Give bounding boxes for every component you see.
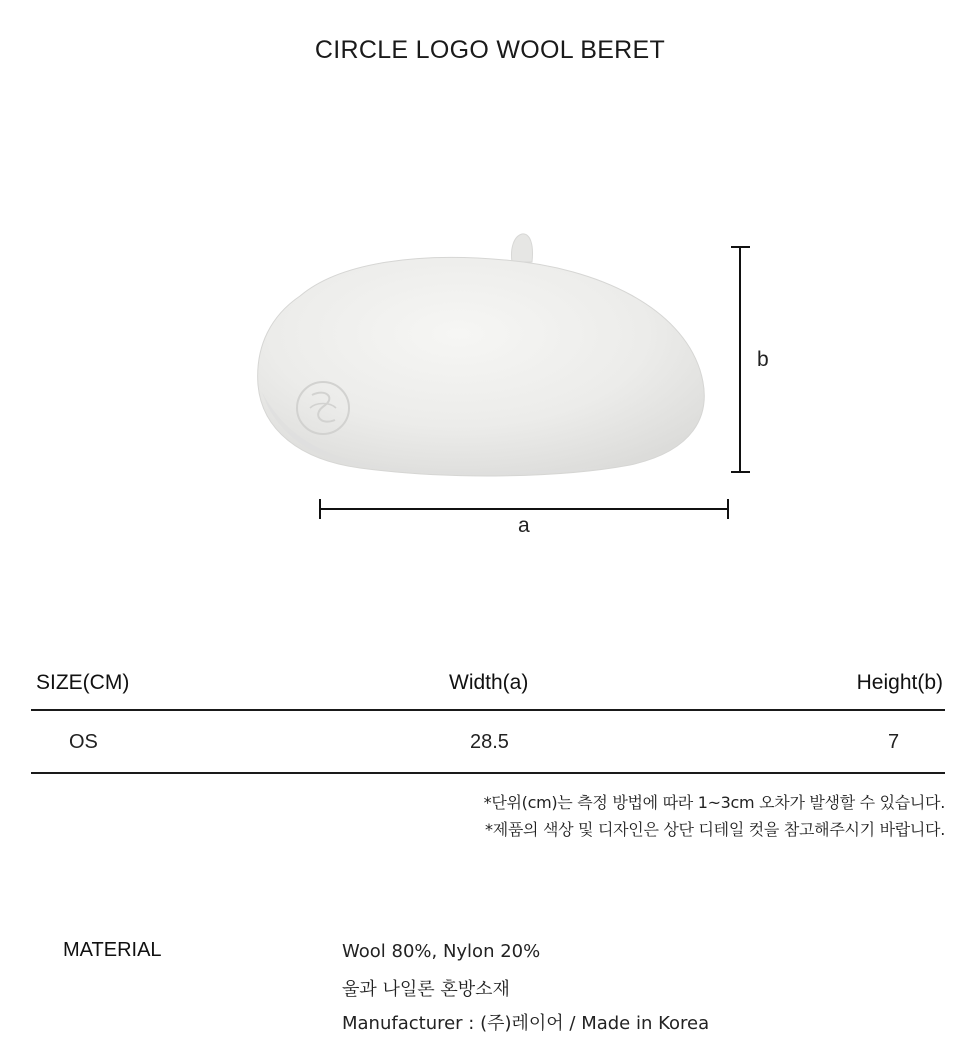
beret-crown	[258, 257, 705, 476]
header-size: SIZE(CM)	[36, 671, 130, 694]
material-composition: Wool 80%, Nylon 20%	[342, 941, 541, 962]
cell-size: OS	[69, 731, 98, 753]
header-height: Height(b)	[856, 671, 943, 694]
note-measurement: *단위(cm)는 측정 방법에 따라 1~3cm 오차가 발생할 수 있습니다.	[483, 793, 945, 812]
cell-height: 7	[888, 731, 900, 753]
material-manufacturer: Manufacturer : (주)레이어 / Made in Korea	[342, 1013, 710, 1034]
table-header-rule	[31, 709, 945, 711]
table-bottom-rule	[31, 772, 945, 774]
page-title: CIRCLE LOGO WOOL BERET	[314, 36, 666, 64]
material-korean: 울과 나일론 혼방소재	[342, 979, 510, 1000]
beret-stem	[511, 234, 532, 262]
note-color: *제품의 색상 및 디자인은 상단 디테일 컷을 참고해주시기 바랍니다.	[485, 820, 945, 839]
material-label: MATERIAL	[63, 939, 162, 961]
header-width: Width(a)	[449, 671, 529, 694]
cell-width: 28.5	[470, 731, 509, 753]
dimension-b-label: b	[757, 348, 769, 371]
dimension-a-label: a	[518, 514, 530, 537]
dimension-b-line	[731, 247, 750, 472]
